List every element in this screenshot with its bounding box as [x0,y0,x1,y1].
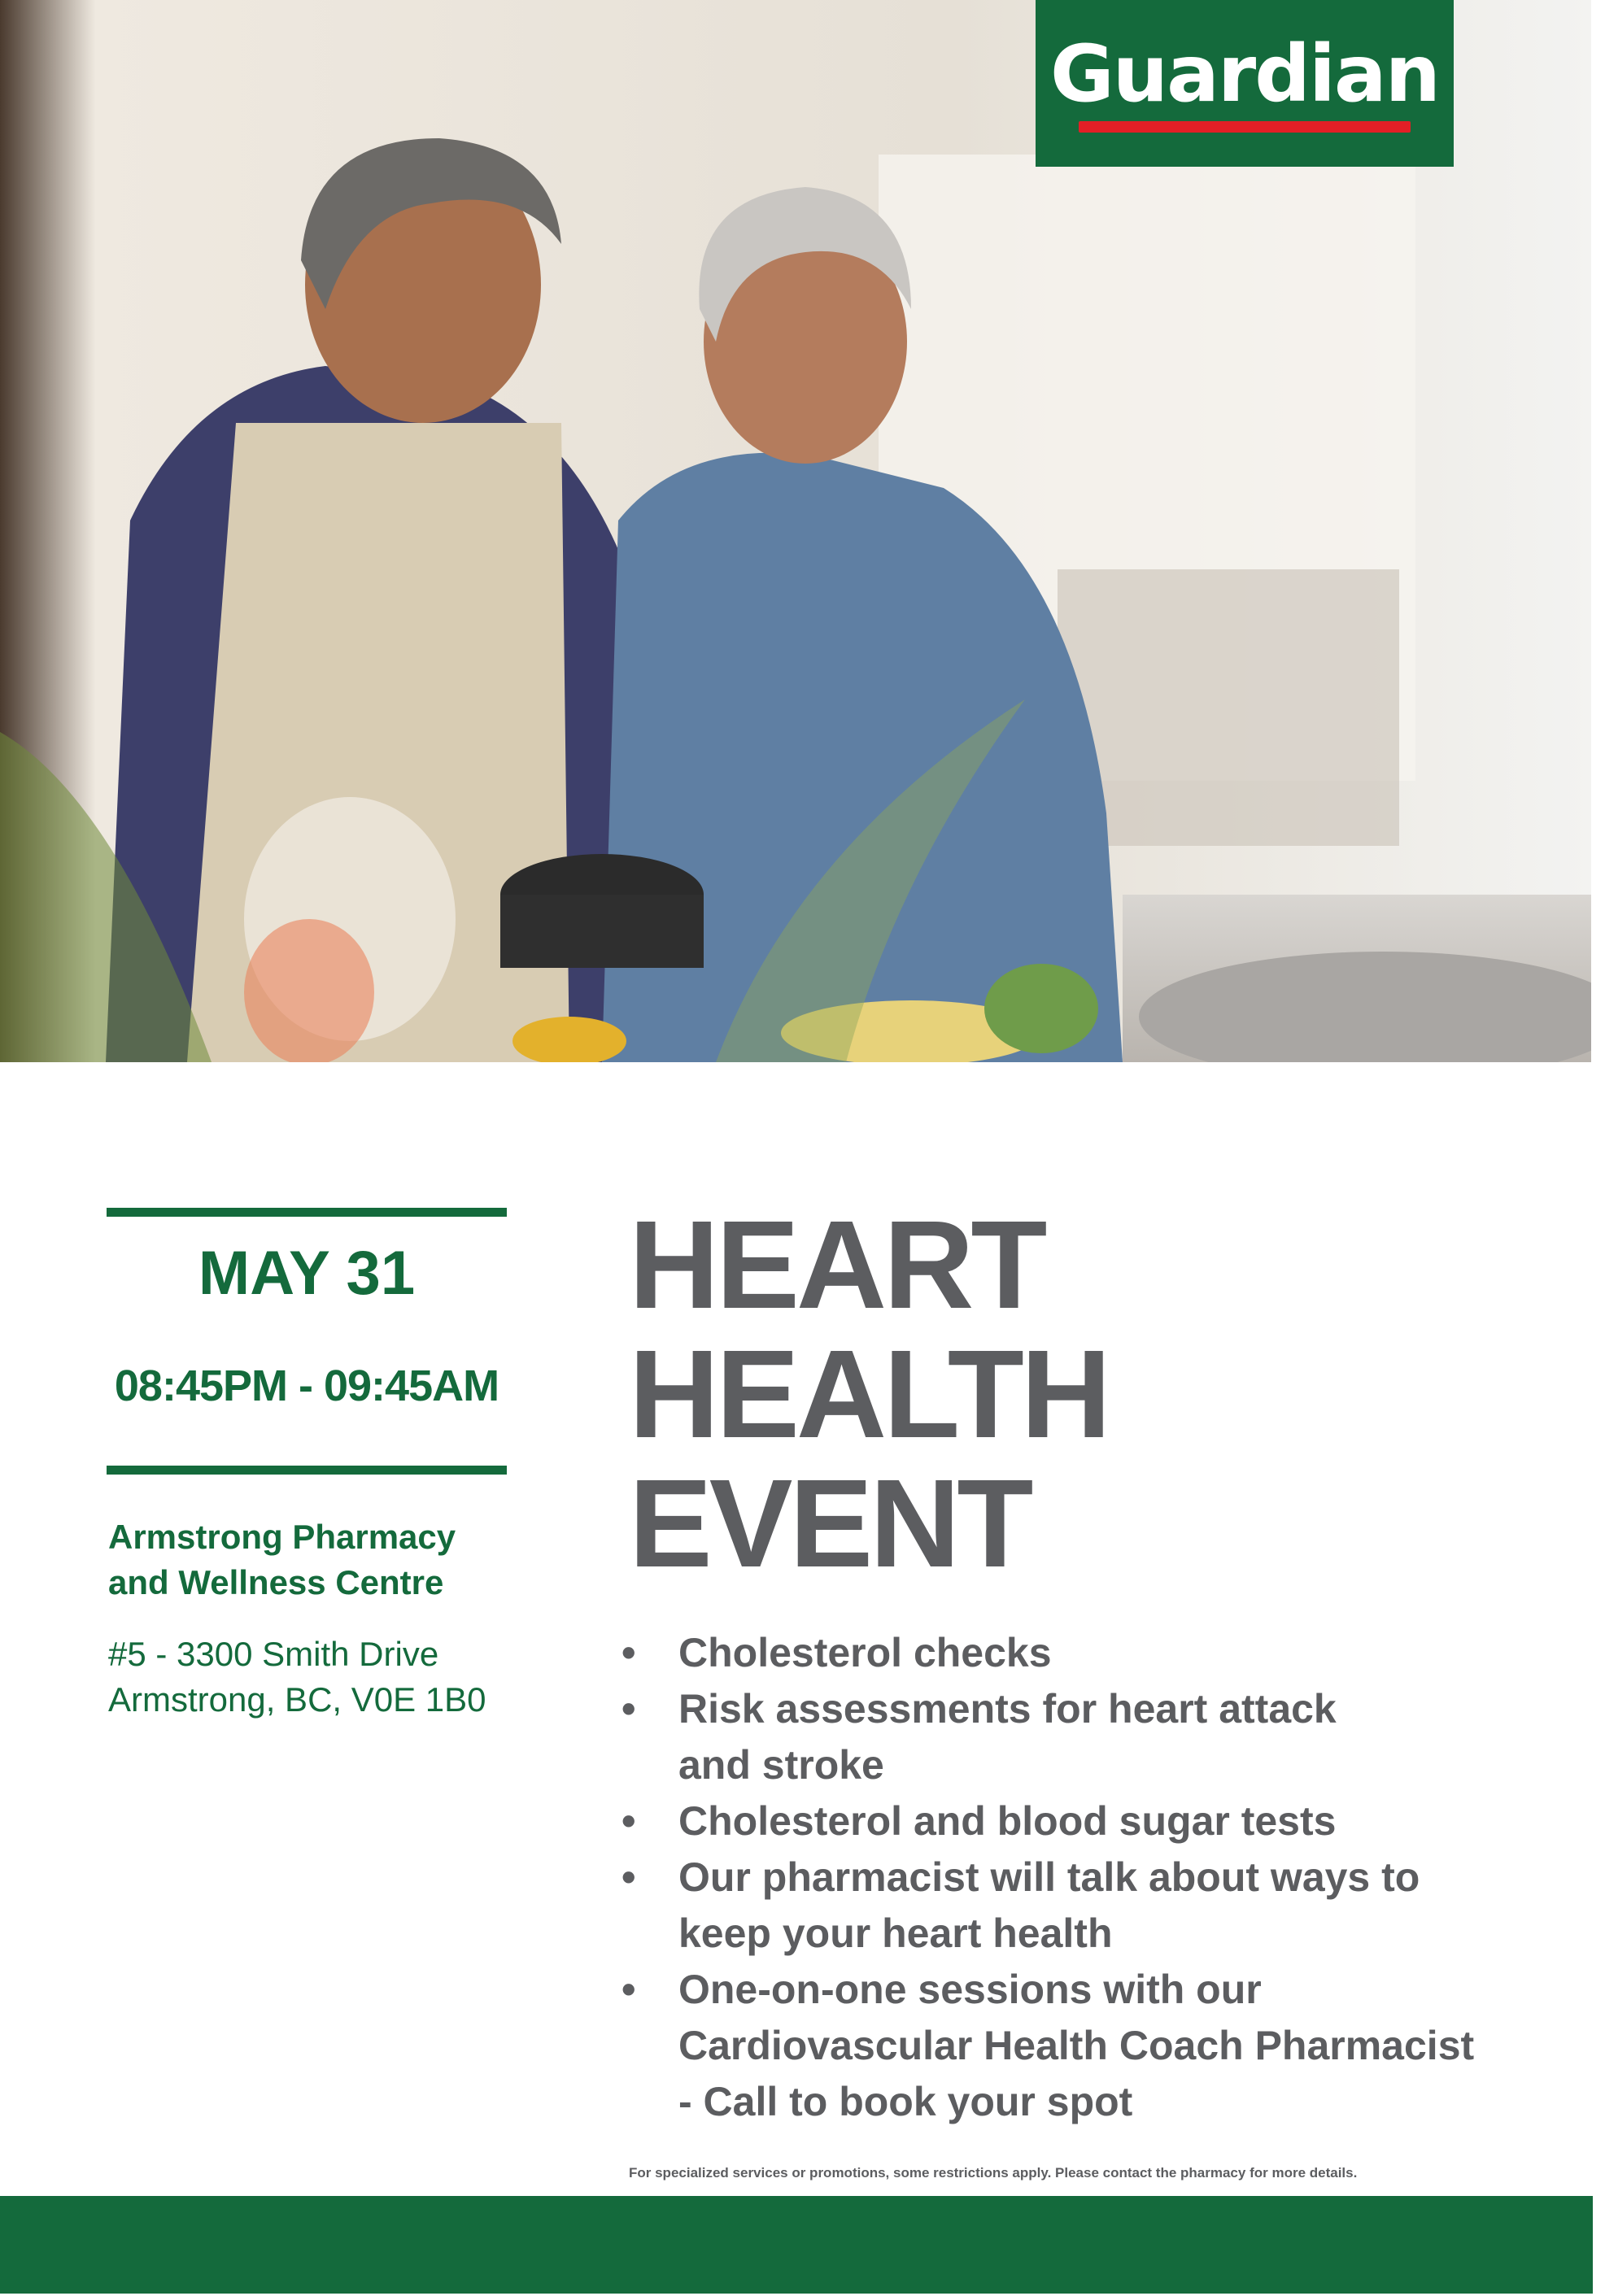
title-line-3: EVENT [629,1453,1031,1593]
list-item-line: One-on-one sessions with our [678,1967,1262,2012]
title-line-1: HEART [629,1195,1045,1335]
list-item [622,1849,1557,1962]
list-item-line: Cholesterol checks [678,1630,1052,1675]
feature-list [622,1625,1557,2130]
bullet-icon: • [622,1798,636,1844]
event-title [629,1195,1109,1593]
event-date: MAY 31 [198,1239,416,1308]
list-item [622,1681,1557,1793]
list-item-line: Cholesterol and blood sugar tests [678,1798,1337,1844]
logo-wordmark: Guardian [1049,28,1439,120]
address-line-1: #5 - 3300 Smith Drive [108,1635,439,1673]
event-time: 08:45PM - 09:45AM [114,1361,499,1410]
top-divider [107,1208,507,1217]
bullet-icon: • [622,1686,636,1732]
list-item [622,1625,1557,1681]
logo-underline [1079,121,1411,133]
guardian-logo [1036,0,1454,167]
address-line-2: Armstrong, BC, V0E 1B0 [108,1680,486,1719]
venue-line-1: Armstrong Pharmacy [108,1518,456,1556]
venue-line-2: and Wellness Centre [108,1563,444,1601]
bullet-icon: • [622,1967,636,2012]
bottom-divider [107,1466,507,1475]
list-item-line: and stroke [678,1742,884,1788]
disclaimer: For specialized services or promotions, some restrictions apply. Please contact the pharmacy for more details. [629,2165,1358,2181]
list-item-line: Risk assessments for heart attack [678,1686,1337,1732]
venue-address [108,1632,486,1723]
list-item [622,1962,1557,2130]
venue-name [108,1514,456,1605]
bullet-icon: • [622,1630,636,1675]
list-item [622,1793,1557,1849]
list-item-line: Cardiovascular Health Coach Pharmacist [678,2023,1475,2068]
bullet-icon: • [622,1854,636,1900]
footer-bar [0,2196,1593,2294]
title-line-2: HEALTH [629,1324,1109,1464]
list-item-line: Our pharmacist will talk about ways to [678,1854,1420,1900]
list-item-line: - Call to book your spot [678,2079,1133,2124]
list-item-line: keep your heart health [678,1910,1113,1956]
